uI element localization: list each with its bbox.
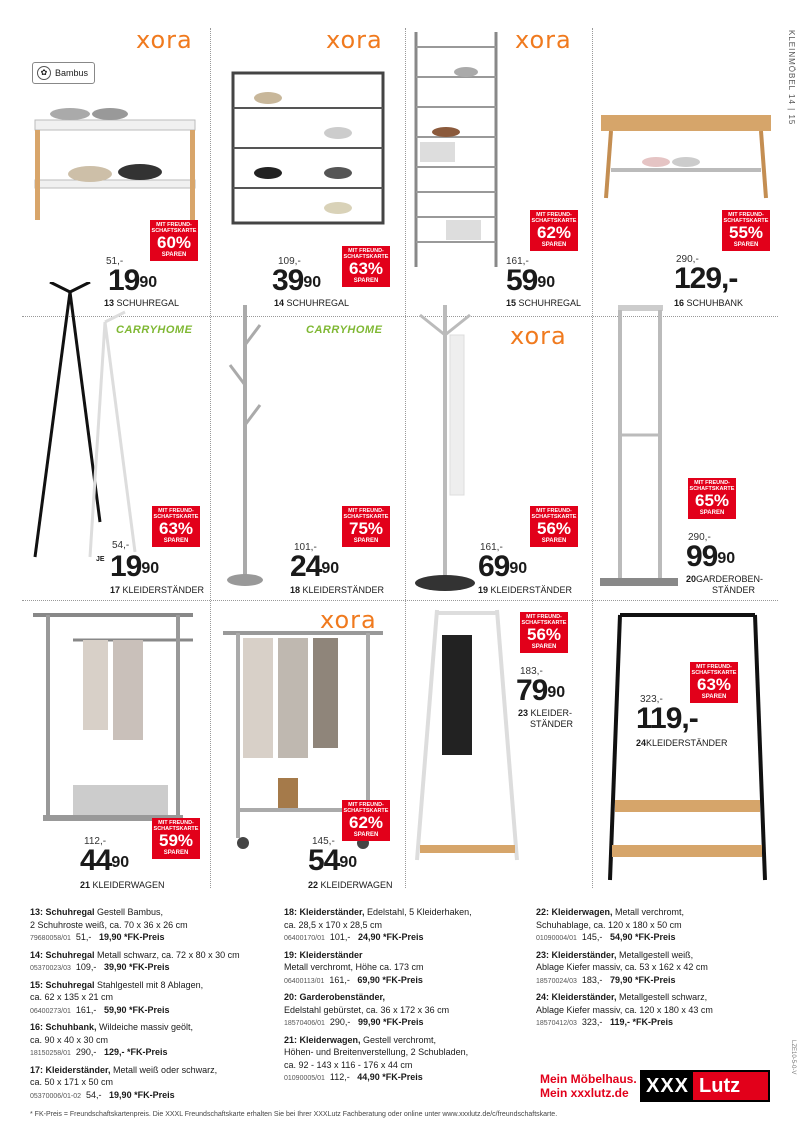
- discount-badge: [150, 220, 198, 261]
- description-title: 14: Schuhregal: [30, 949, 95, 960]
- price: [290, 552, 339, 582]
- product-number: 18: [290, 585, 301, 595]
- old-price: 290,-: [688, 532, 711, 543]
- slogan-line: Mein xxxlutz.de: [540, 1086, 629, 1100]
- old-price: 101,-: [294, 542, 317, 553]
- product-label: [290, 585, 384, 595]
- article-number: 01090005/01: [284, 1075, 325, 1082]
- price: [686, 542, 735, 572]
- fk-price: 79,90 *FK-Preis: [609, 974, 676, 985]
- old-price: 161,-: [480, 542, 503, 553]
- old-price: 109,-: [75, 962, 97, 972]
- description-text: Gestell Bambus,: [94, 907, 164, 917]
- description-column: [30, 906, 270, 1106]
- product-number: 15: [506, 298, 517, 308]
- description-text: Metall weiß oder schwarz,: [110, 1064, 218, 1075]
- article-number: 01090004/01: [536, 935, 577, 942]
- xxxlutz-logo: [640, 1070, 770, 1102]
- old-price: 290,-: [75, 1047, 97, 1057]
- product-name: STÄNDER: [530, 719, 574, 729]
- description-text: Metall schwarz, ca. 72 x 80 x 30 cm: [94, 949, 240, 960]
- product-image-shoe-rack: [228, 68, 388, 228]
- product-description: [536, 949, 776, 989]
- badge-label: MIT FREUND-SCHAFTSKARTE: [531, 508, 577, 520]
- discount-badge: [152, 818, 200, 859]
- price-decimal: 90: [111, 854, 130, 871]
- product-name: KLEIDERSTÄNDER: [122, 585, 205, 595]
- description-text: Ablage Kiefer massiv, ca. 120 x 180 x 43 cm: [536, 1004, 713, 1015]
- product-number: 16: [674, 298, 685, 308]
- fk-price: 19,90 *FK-Preis: [109, 1089, 175, 1100]
- product-description: [30, 906, 270, 946]
- price-decimal: 90: [321, 560, 340, 577]
- badge-label: MIT FREUND-SCHAFTSKARTE: [153, 820, 199, 832]
- fk-price: 44,90 *FK-Preis: [357, 1072, 423, 1082]
- description-column: [536, 906, 776, 1034]
- discount-percent: 56%: [526, 625, 562, 644]
- product-number: 22: [308, 880, 319, 890]
- badge-label: MIT FREUND-SCHAFTSKARTE: [151, 222, 197, 234]
- discount-percent: 63%: [158, 519, 194, 538]
- badge-label: SPAREN: [701, 694, 727, 700]
- discount-percent: 62%: [348, 813, 384, 832]
- badge-label: SPAREN: [353, 538, 379, 544]
- fk-price: 19,90 *FK-Preis: [98, 932, 165, 942]
- product-description: [30, 1064, 270, 1104]
- page-section-label: KLEINMÖBEL 14 | 15: [787, 30, 796, 126]
- old-price: 101,-: [329, 932, 351, 942]
- price: [308, 846, 357, 876]
- price-main: 44: [80, 844, 112, 877]
- badge-label: MIT FREUND-SCHAFTSKARTE: [691, 664, 737, 676]
- price-main: 79: [516, 674, 548, 707]
- product-name: STÄNDER: [712, 585, 756, 595]
- article-number: 05370023/03: [30, 965, 71, 972]
- plant-icon: ✿: [37, 66, 51, 80]
- badge-label: MIT FREUND-SCHAFTSKARTE: [521, 614, 567, 626]
- product-name: KLEIDERSTÄNDER: [490, 585, 573, 595]
- product-name: KLEIDERWAGEN: [320, 880, 393, 890]
- old-price: 161,-: [75, 1004, 97, 1015]
- discount-percent: 60%: [156, 233, 192, 252]
- price: [80, 846, 129, 876]
- product-label: [674, 298, 743, 308]
- description-column: [284, 906, 534, 1089]
- price-decimal: 90: [303, 274, 322, 291]
- product-number: 20: [686, 574, 697, 584]
- brand-logo-carryhome: CARRYHOME: [306, 324, 383, 336]
- product-label: [686, 574, 763, 596]
- badge-label: MIT FREUND-SCHAFTSKARTE: [343, 248, 389, 260]
- description-title: 13: Schuhregal: [30, 907, 95, 917]
- fk-price: 119,- *FK-Preis: [609, 1017, 673, 1027]
- price-main: 19: [110, 550, 142, 583]
- old-price: 54,-: [86, 1089, 102, 1100]
- product-name: SCHUHREGAL: [116, 298, 180, 308]
- price-main: 54: [308, 844, 340, 877]
- product-number: 14: [274, 298, 285, 308]
- old-price: 183,-: [581, 974, 603, 985]
- product-label: [274, 298, 349, 308]
- fk-price: 39,90 *FK-Preis: [103, 962, 170, 972]
- product-label: [80, 880, 165, 890]
- product-image-coat-stand: [410, 305, 480, 595]
- product-number: 19: [478, 585, 489, 595]
- description-text: Metall verchromt,: [612, 907, 685, 917]
- old-price: 183,-: [520, 666, 543, 677]
- price-main: 59: [506, 264, 538, 297]
- badge-label: SPAREN: [163, 850, 189, 856]
- brand-logo-xora: xora: [326, 26, 383, 54]
- print-code: LZE10-5-0-V: [790, 1040, 796, 1075]
- old-price: 51,-: [106, 256, 124, 267]
- product-label: [636, 738, 728, 748]
- discount-badge: [530, 506, 578, 547]
- discount-percent: 56%: [536, 519, 572, 538]
- product-image-coat-stand: [225, 305, 265, 590]
- badge-label: SPAREN: [541, 538, 567, 544]
- badge-label: MIT FREUND-SCHAFTSKARTE: [343, 802, 389, 814]
- material-tag: [32, 62, 95, 84]
- description-title: 22: Kleiderwagen,: [536, 907, 613, 917]
- discount-badge: [530, 210, 578, 251]
- fk-price: 59,90 *FK-Preis: [103, 1004, 170, 1015]
- description-title: 18: Kleiderständer,: [284, 907, 365, 917]
- price-decimal: 90: [139, 274, 158, 291]
- price-decimal: 90: [717, 550, 736, 567]
- product-number: 17: [110, 585, 121, 595]
- description-text: ca. 50 x 171 x 50 cm: [30, 1077, 114, 1087]
- price-decimal: 90: [547, 684, 566, 701]
- article-number: 06400273/01: [30, 1007, 71, 1015]
- description-text: Ablage Kiefer massiv, ca. 53 x 162 x 42 cm: [536, 962, 708, 972]
- product-name: SCHUHBANK: [686, 298, 744, 308]
- product-description: [536, 906, 776, 946]
- product-name: KLEIDER-: [530, 708, 573, 718]
- description-title: 21: Kleiderwagen,: [284, 1034, 361, 1045]
- product-label: [308, 880, 393, 890]
- old-price: 112,-: [329, 1072, 350, 1082]
- discount-percent: 65%: [694, 491, 730, 510]
- product-description: [536, 991, 776, 1031]
- article-number: 06400170/01: [284, 935, 325, 942]
- badge-label: SPAREN: [353, 278, 379, 284]
- badge-label: MIT FREUND-SCHAFTSKARTE: [343, 508, 389, 520]
- badge-label: MIT FREUND-SCHAFTSKARTE: [723, 212, 769, 224]
- discount-badge: [152, 506, 200, 547]
- product-name: KLEIDERSTÄNDER: [302, 585, 385, 595]
- article-number: 18570406/01: [284, 1020, 325, 1027]
- old-price: 323,-: [640, 694, 663, 705]
- description-title: 24: Kleiderständer,: [536, 992, 617, 1002]
- product-label: [110, 585, 204, 595]
- price: [636, 704, 698, 734]
- product-image-shoe-bench: [596, 110, 776, 200]
- product-image-shoe-rack: [30, 100, 200, 220]
- discount-percent: 62%: [536, 223, 572, 242]
- price-decimal: 90: [339, 854, 358, 871]
- description-title: 17: Kleiderständer,: [30, 1064, 111, 1075]
- old-price: 145,-: [581, 932, 603, 942]
- price-main: 39: [272, 264, 304, 297]
- old-price: 290,-: [329, 1017, 351, 1027]
- product-description: [284, 949, 534, 989]
- price-main: 19: [108, 264, 140, 297]
- discount-badge: [722, 210, 770, 251]
- description-text: Höhen- und Breitenverstellung, 2 Schubladen,: [284, 1047, 469, 1057]
- price: [108, 266, 157, 296]
- old-price: 109,-: [278, 256, 301, 267]
- description-title: 16: Schuhbank,: [30, 1022, 97, 1032]
- product-image-coat-stand: [30, 282, 140, 562]
- price-main: 99: [686, 540, 718, 573]
- product-label: [478, 585, 572, 595]
- article-number: 18570412/03: [536, 1020, 577, 1027]
- product-name: GARDEROBEN-: [696, 574, 764, 584]
- description-text: ca. 62 x 135 x 21 cm: [30, 992, 114, 1002]
- price-decimal: 90: [509, 560, 528, 577]
- footnote: * FK-Preis = Freundschaftskartenpreis. Die XXXL Freundschaftskarte erhalten Sie bei Ihrer XXXLutz Fachberatung oder online unter www.xxxlutz.de/c/freundschaftskarte.: [30, 1111, 558, 1118]
- badge-label: MIT FREUND-SCHAFTSKARTE: [689, 480, 735, 492]
- discount-badge: [520, 612, 568, 653]
- article-number: 05370006/01-02: [30, 1092, 81, 1100]
- discount-badge: [342, 246, 390, 287]
- product-image-clothes-rail: [28, 610, 198, 830]
- description-text: Metallgestell schwarz,: [616, 992, 708, 1002]
- discount-badge: [342, 800, 390, 841]
- product-image-coat-stand: [598, 300, 678, 590]
- product-number: 21: [80, 880, 91, 890]
- description-text: Metall verchromt, Höhe ca. 173 cm: [284, 962, 424, 972]
- old-price: 112,-: [84, 836, 107, 847]
- discount-badge: [342, 506, 390, 547]
- description-text: Edelstahl gebürstet, ca. 36 x 172 x 36 cm: [284, 1004, 450, 1015]
- logo-part: Lutz: [693, 1072, 768, 1100]
- fk-price: 129,- *FK-Preis: [103, 1047, 168, 1057]
- price: [506, 266, 555, 296]
- slogan: [540, 1072, 637, 1100]
- fk-price: 54,90 *FK-Preis: [609, 932, 676, 942]
- product-description: [30, 979, 270, 1019]
- brand-logo-xora: xora: [510, 322, 567, 350]
- product-label: [518, 708, 573, 730]
- brand-logo-xora: xora: [515, 26, 572, 54]
- old-price: 54,-: [112, 540, 130, 551]
- badge-label: MIT FREUND-SCHAFTSKARTE: [531, 212, 577, 224]
- old-price: 323,-: [581, 1017, 603, 1027]
- price: [478, 552, 527, 582]
- description-title: 19: Kleiderständer: [284, 949, 363, 960]
- badge-label: MIT FREUND-SCHAFTSKARTE: [153, 508, 199, 520]
- price-main: 24: [290, 550, 322, 583]
- article-number: 18570024/03: [536, 977, 577, 985]
- product-name: KLEIDERWAGEN: [92, 880, 165, 890]
- brand-logo-xora: xora: [320, 606, 377, 634]
- description-text: ca. 92 - 143 x 116 - 176 x 44 cm: [284, 1059, 413, 1070]
- description-title: 20: Garderobenständer,: [284, 992, 386, 1002]
- product-name: SCHUHREGAL: [518, 298, 582, 308]
- description-text: ca. 28,5 x 170 x 28,5 cm: [284, 919, 383, 930]
- product-description: [284, 906, 534, 946]
- old-price: 290,-: [676, 254, 699, 265]
- product-number: 13: [104, 298, 115, 308]
- old-price: 51,-: [75, 932, 92, 942]
- description-text: ca. 90 x 40 x 30 cm: [30, 1034, 109, 1045]
- description-text: Gestell verchromt,: [360, 1034, 437, 1045]
- description-text: Schuhablage, ca. 120 x 180 x 50 cm: [536, 919, 682, 930]
- price: [516, 676, 565, 706]
- product-name: KLEIDERSTÄNDER: [646, 738, 728, 748]
- old-price: 161,-: [506, 256, 529, 267]
- brand-logo-carryhome: CARRYHOME: [116, 324, 193, 336]
- price-decimal: 90: [537, 274, 556, 291]
- price: [110, 552, 159, 582]
- badge-label: SPAREN: [353, 832, 379, 838]
- per-piece-label: JE: [96, 556, 105, 563]
- product-name: SCHUHREGAL: [286, 298, 350, 308]
- badge-label: SPAREN: [163, 538, 189, 544]
- description-text: Wildeiche massiv geölt,: [96, 1022, 194, 1032]
- price: [272, 266, 321, 296]
- product-description: [30, 1021, 270, 1061]
- product-description: [30, 949, 270, 976]
- logo-part: XXX: [642, 1072, 693, 1100]
- slogan-line: Mein Möbelhaus.: [540, 1072, 637, 1086]
- product-description: [284, 991, 534, 1031]
- badge-label: SPAREN: [541, 242, 567, 248]
- badge-label: SPAREN: [699, 510, 725, 516]
- fk-price: 99,90 *FK-Preis: [357, 1017, 424, 1027]
- product-image-clothes-rack: [412, 605, 522, 865]
- product-number: 23: [518, 708, 529, 718]
- price-main: 119,-: [636, 702, 698, 735]
- discount-percent: 75%: [348, 519, 384, 538]
- article-number: 06400113/01: [284, 977, 325, 985]
- fk-price: 24,90 *FK-Preis: [357, 932, 424, 942]
- discount-percent: 63%: [348, 259, 384, 278]
- product-description: [284, 1034, 534, 1086]
- product-label: [506, 298, 581, 308]
- product-number: 24: [636, 738, 647, 748]
- discount-percent: 55%: [728, 223, 764, 242]
- badge-label: SPAREN: [531, 644, 557, 650]
- description-text: Edelstahl, 5 Kleiderhaken,: [364, 907, 472, 917]
- price-decimal: 90: [141, 560, 160, 577]
- divider: [592, 28, 593, 888]
- divider: [210, 28, 211, 888]
- product-label: [104, 298, 179, 308]
- description-text: 2 Schuhroste weiß, ca. 70 x 36 x 26 cm: [30, 919, 188, 930]
- description-text: Stahlgestell mit 8 Ablagen,: [94, 979, 204, 990]
- discount-percent: 63%: [696, 675, 732, 694]
- material-label: Bambus: [55, 68, 89, 78]
- badge-label: SPAREN: [733, 242, 759, 248]
- discount-badge: [688, 478, 736, 519]
- price: [674, 264, 737, 294]
- discount-badge: [690, 662, 738, 703]
- description-text: Metallgestell weiß,: [616, 949, 694, 960]
- description-title: 23: Kleiderständer,: [536, 949, 617, 960]
- brand-logo-xora: xora: [136, 26, 193, 54]
- old-price: 145,-: [312, 836, 335, 847]
- article-number: 79680058/01: [30, 935, 71, 942]
- discount-percent: 59%: [158, 831, 194, 850]
- fk-price: 69,90 *FK-Preis: [357, 974, 423, 985]
- old-price: 161,-: [329, 974, 350, 985]
- badge-label: SPAREN: [161, 252, 187, 258]
- divider: [22, 600, 778, 601]
- price-main: 69: [478, 550, 510, 583]
- article-number: 18150258/01: [30, 1050, 71, 1057]
- price-main: 129,-: [674, 262, 738, 295]
- product-image-shoe-shelf: [406, 32, 506, 267]
- description-title: 15: Schuhregal: [30, 979, 95, 990]
